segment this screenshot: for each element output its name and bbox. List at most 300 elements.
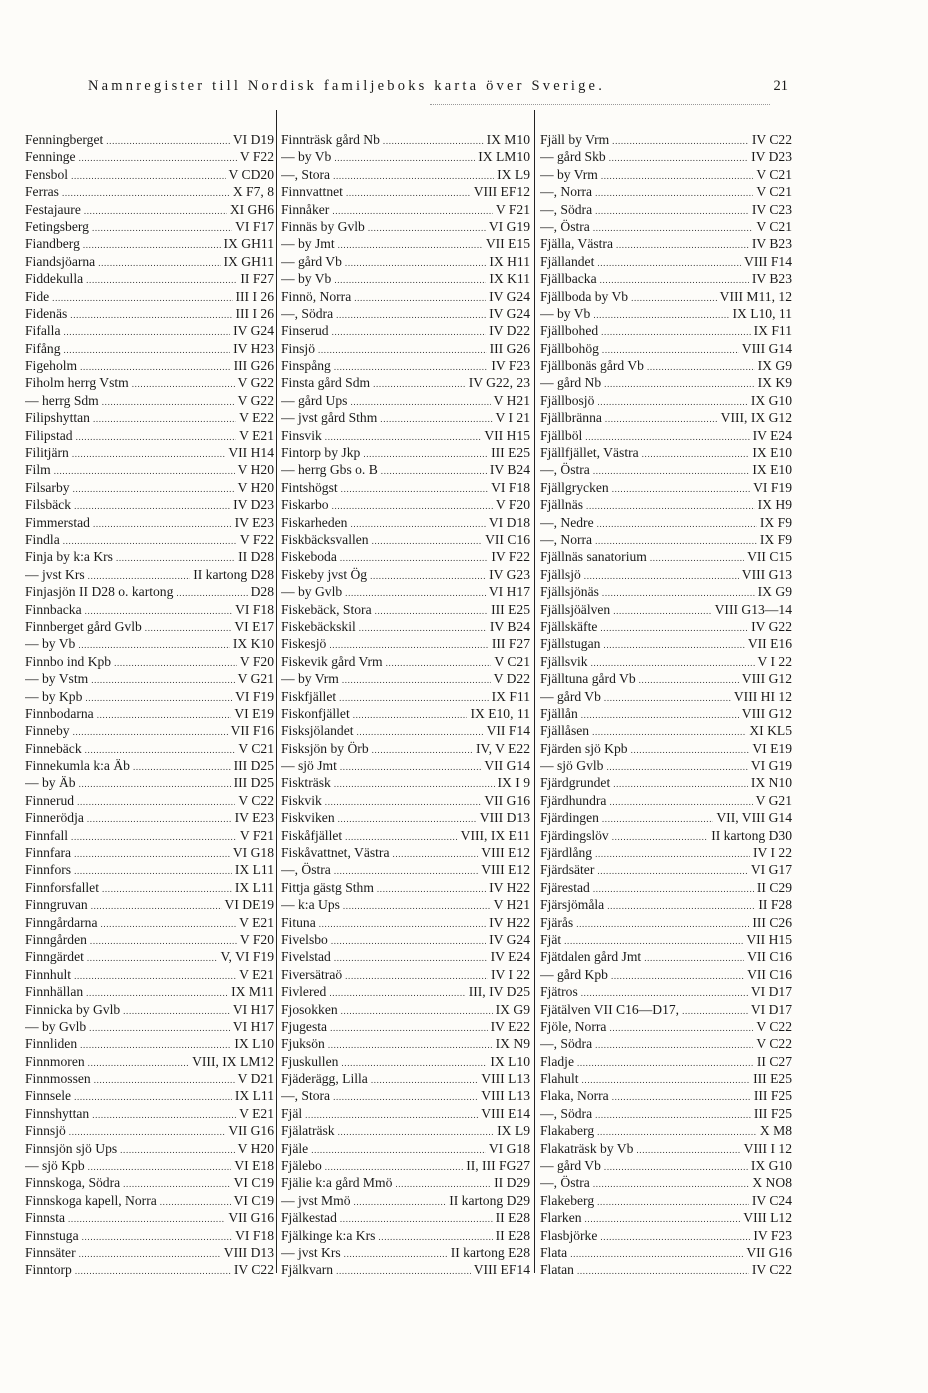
index-entry bbox=[25, 1053, 274, 1070]
entry-map-reference: VIII G13—14 bbox=[714, 601, 792, 617]
entry-name: Finja by k:a Krs bbox=[25, 549, 113, 565]
index-entry bbox=[540, 444, 792, 461]
entry-name: Finnerödja bbox=[25, 810, 84, 826]
index-entry bbox=[281, 792, 530, 809]
entry-map-reference: V F20 bbox=[239, 653, 274, 669]
dot-leader bbox=[600, 1227, 750, 1244]
entry-name: Fifång bbox=[25, 340, 61, 356]
entry-map-reference: VII E16 bbox=[747, 636, 792, 652]
index-entry bbox=[25, 357, 274, 374]
entry-map-reference: V C21 bbox=[756, 218, 792, 234]
entry-name: Fjät bbox=[540, 931, 562, 947]
dot-leader bbox=[607, 896, 755, 913]
dot-leader bbox=[78, 635, 229, 652]
entry-name: Fjälkestad bbox=[281, 1210, 337, 1226]
entry-name: Flakaträsk by Vb bbox=[540, 1140, 634, 1156]
entry-map-reference: III E25 bbox=[491, 445, 530, 461]
index-entry bbox=[281, 183, 530, 200]
entry-map-reference: II D29 bbox=[494, 1175, 530, 1191]
entry-name: —, Södra bbox=[540, 1036, 593, 1052]
index-entry bbox=[540, 409, 792, 426]
entry-name: Finngårdarna bbox=[25, 914, 98, 930]
entry-map-reference: VII G14 bbox=[484, 758, 530, 774]
entry-map-reference: V H20 bbox=[237, 462, 274, 478]
entry-name: Finngården bbox=[25, 931, 87, 947]
entry-name: Findla bbox=[25, 531, 60, 547]
entry-name: Fjällfjället, Västra bbox=[540, 445, 639, 461]
entry-map-reference: VI H17 bbox=[488, 584, 530, 600]
entry-name: Finnsäter bbox=[25, 1245, 76, 1260]
dot-leader bbox=[381, 461, 487, 478]
index-entry bbox=[25, 1192, 274, 1209]
entry-name: —, Södra bbox=[281, 305, 334, 321]
index-entry bbox=[281, 531, 530, 548]
dot-leader bbox=[93, 514, 232, 531]
dot-leader bbox=[595, 844, 750, 861]
index-entry bbox=[281, 740, 530, 757]
index-entry bbox=[281, 218, 530, 235]
dot-leader bbox=[123, 1174, 230, 1191]
index-entry bbox=[540, 1087, 792, 1104]
entry-name: Fenninge bbox=[25, 149, 76, 165]
entry-name: Finjasjön II D28 o. kartong bbox=[25, 584, 174, 600]
entry-name: — by Gvlb bbox=[25, 1018, 87, 1034]
dot-leader bbox=[74, 861, 232, 878]
index-entry bbox=[25, 914, 274, 931]
dot-leader bbox=[102, 879, 232, 896]
entry-name: Fjällgrycken bbox=[540, 479, 609, 495]
entry-name: Fiandberg bbox=[25, 236, 80, 252]
index-entry bbox=[25, 1209, 274, 1226]
index-entry bbox=[281, 496, 530, 513]
dot-leader bbox=[601, 322, 750, 339]
entry-name: Fiskåvattnet, Västra bbox=[281, 845, 390, 861]
index-entry bbox=[540, 740, 792, 757]
entry-map-reference: V I 21 bbox=[495, 410, 530, 426]
entry-map-reference: VI F18 bbox=[235, 1227, 274, 1243]
dot-leader bbox=[87, 948, 218, 965]
index-entry bbox=[25, 1140, 274, 1157]
entry-map-reference: VIII G12 bbox=[741, 671, 792, 687]
entry-map-reference: VI F17 bbox=[235, 218, 274, 234]
dot-leader bbox=[341, 1053, 487, 1070]
entry-map-reference: IV B24 bbox=[489, 618, 530, 634]
entry-map-reference: IV B23 bbox=[751, 271, 792, 287]
index-entry bbox=[25, 183, 274, 200]
column-divider bbox=[534, 110, 535, 1273]
index-entry bbox=[25, 496, 274, 513]
index-entry bbox=[540, 1105, 792, 1122]
entry-map-reference: II D28 bbox=[238, 549, 274, 565]
entry-name: —, Östra bbox=[540, 1175, 590, 1191]
dot-leader bbox=[72, 444, 226, 461]
entry-map-reference: X NO8 bbox=[752, 1175, 792, 1191]
index-entry bbox=[281, 566, 530, 583]
dot-leader bbox=[74, 496, 230, 513]
dot-leader bbox=[340, 548, 488, 565]
entry-map-reference: IV E24 bbox=[490, 949, 530, 965]
dot-leader bbox=[116, 548, 235, 565]
entry-name: Ferras bbox=[25, 184, 59, 200]
entry-map-reference: IX L10 bbox=[490, 1053, 530, 1069]
entry-name: Fiskträsk bbox=[281, 775, 331, 791]
entry-map-reference: V H20 bbox=[237, 479, 274, 495]
dot-leader bbox=[325, 1157, 463, 1174]
entry-map-reference: IX L9 bbox=[497, 1123, 530, 1139]
dot-leader bbox=[318, 340, 487, 357]
index-entry bbox=[25, 288, 274, 305]
index-entry bbox=[25, 514, 274, 531]
dot-leader bbox=[602, 340, 739, 357]
entry-name: Fittja gästg Sthm bbox=[281, 879, 374, 895]
index-entry bbox=[281, 374, 530, 391]
entry-map-reference: VI D19 bbox=[232, 132, 274, 147]
dot-leader bbox=[123, 1001, 230, 1018]
entry-map-reference: IV E23 bbox=[234, 514, 274, 530]
index-entry bbox=[540, 1070, 792, 1087]
entry-name: Figeholm bbox=[25, 358, 78, 374]
dot-leader bbox=[305, 1105, 478, 1122]
entry-name: Fjällåsen bbox=[540, 723, 590, 739]
entry-name: Finnliden bbox=[25, 1036, 78, 1052]
entry-name: Fiskonfjället bbox=[281, 705, 350, 721]
entry-name: Finnhällan bbox=[25, 984, 84, 1000]
index-entry bbox=[281, 514, 530, 531]
dot-leader bbox=[593, 218, 754, 235]
entry-name: —, Södra bbox=[540, 201, 593, 217]
entry-map-reference: IV B23 bbox=[751, 236, 792, 252]
index-entry bbox=[540, 1157, 792, 1174]
entry-map-reference: VIII L12 bbox=[743, 1210, 792, 1226]
index-entry bbox=[540, 427, 792, 444]
index-entry bbox=[25, 1087, 274, 1104]
entry-map-reference: IX M11 bbox=[231, 984, 274, 1000]
entry-map-reference: VIII EF12 bbox=[473, 184, 530, 200]
dot-leader bbox=[340, 1209, 493, 1226]
entry-name: Finnfors bbox=[25, 862, 72, 878]
entry-map-reference: X M8 bbox=[759, 1123, 792, 1139]
index-entry bbox=[540, 1053, 792, 1070]
entry-name: Fidenäs bbox=[25, 305, 68, 321]
entry-map-reference: D28 bbox=[250, 584, 274, 600]
entry-name: Fjäl bbox=[281, 1105, 303, 1121]
entry-map-reference: IX K9 bbox=[757, 375, 792, 391]
dot-leader bbox=[71, 166, 225, 183]
dot-leader bbox=[616, 235, 749, 252]
index-entry bbox=[540, 583, 792, 600]
entry-map-reference: II, III FG27 bbox=[466, 1158, 530, 1174]
dot-leader bbox=[612, 479, 750, 496]
dot-leader bbox=[91, 896, 222, 913]
entry-name: Fjällnäs bbox=[540, 497, 584, 513]
dot-leader bbox=[334, 270, 486, 287]
entry-name: Fiversätraö bbox=[281, 966, 343, 982]
dot-leader bbox=[75, 1261, 231, 1278]
entry-name: Finserud bbox=[281, 323, 329, 339]
dot-leader bbox=[368, 218, 486, 235]
dot-leader bbox=[319, 914, 486, 931]
entry-name: Fisksjölandet bbox=[281, 723, 354, 739]
entry-map-reference: VII H15 bbox=[484, 427, 530, 443]
dot-leader bbox=[332, 322, 487, 339]
entry-name: Fjälebo bbox=[281, 1158, 322, 1174]
entry-map-reference: V C21 bbox=[756, 184, 792, 200]
index-entry bbox=[540, 514, 792, 531]
entry-map-reference: II F27 bbox=[240, 271, 274, 287]
entry-map-reference: VI F18 bbox=[235, 601, 274, 617]
dot-leader bbox=[85, 740, 236, 757]
entry-name: Fjätros bbox=[540, 984, 578, 1000]
dot-leader bbox=[372, 740, 473, 757]
entry-name: Fjärdhundra bbox=[540, 792, 607, 808]
dot-leader bbox=[375, 601, 488, 618]
dot-leader bbox=[631, 288, 717, 305]
index-entry bbox=[281, 1244, 530, 1261]
index-entry bbox=[25, 131, 274, 148]
entry-map-reference: IX L11 bbox=[234, 879, 274, 895]
dot-leader bbox=[650, 548, 744, 565]
entry-map-reference: IV E24 bbox=[752, 427, 792, 443]
dot-leader bbox=[76, 427, 237, 444]
entry-name: Fjälltuna gård Vb bbox=[540, 671, 636, 687]
dot-leader bbox=[329, 635, 489, 652]
index-entry bbox=[281, 1053, 530, 1070]
index-entry bbox=[25, 705, 274, 722]
entry-name: Fjällbosjö bbox=[540, 392, 595, 408]
entry-name: — by Vb bbox=[25, 636, 76, 652]
entry-name: Finnfara bbox=[25, 845, 72, 861]
dot-leader bbox=[73, 479, 235, 496]
entry-name: Fjällstugan bbox=[540, 636, 601, 652]
index-entry bbox=[25, 635, 274, 652]
index-entry bbox=[25, 166, 274, 183]
entry-map-reference: V F22 bbox=[239, 149, 274, 165]
dot-leader bbox=[593, 879, 754, 896]
dot-leader bbox=[595, 1105, 751, 1122]
entry-map-reference: III E25 bbox=[491, 601, 530, 617]
index-entry bbox=[540, 722, 792, 739]
entry-map-reference: VIII E14 bbox=[481, 1105, 530, 1121]
entry-name: — herrg Gbs o. B bbox=[281, 462, 378, 478]
index-entry bbox=[540, 183, 792, 200]
index-entry bbox=[281, 148, 530, 165]
index-entry bbox=[25, 601, 274, 618]
entry-map-reference: III G26 bbox=[233, 358, 274, 374]
entry-map-reference: V H21 bbox=[493, 392, 530, 408]
dot-leader bbox=[336, 1261, 471, 1278]
entry-map-reference: II E28 bbox=[495, 1227, 530, 1243]
index-entry bbox=[540, 131, 792, 148]
dot-leader bbox=[354, 1192, 447, 1209]
dot-leader bbox=[80, 1035, 231, 1052]
entry-map-reference: IX LM10 bbox=[478, 149, 530, 165]
index-entry bbox=[540, 1001, 792, 1018]
index-entry bbox=[540, 548, 792, 565]
index-entry bbox=[25, 322, 274, 339]
entry-name: — gård Skb bbox=[540, 149, 606, 165]
entry-map-reference: VI D18 bbox=[488, 514, 530, 530]
dot-leader bbox=[334, 357, 488, 374]
entry-map-reference: III I 26 bbox=[235, 288, 274, 304]
entry-name: Fiholm herrg Vstm bbox=[25, 375, 129, 391]
dot-leader bbox=[612, 1087, 751, 1104]
entry-map-reference: V C22 bbox=[756, 1036, 792, 1052]
index-entry bbox=[281, 774, 530, 791]
entry-name: Finngärdet bbox=[25, 949, 84, 965]
dot-leader bbox=[334, 861, 478, 878]
dot-leader bbox=[597, 392, 747, 409]
entry-map-reference: V H20 bbox=[237, 1140, 274, 1156]
entry-name: Fjärsjömåla bbox=[540, 897, 605, 913]
entry-map-reference: IX L11 bbox=[234, 1088, 274, 1104]
dot-leader bbox=[585, 427, 749, 444]
dot-leader bbox=[52, 288, 232, 305]
entry-name: Finnvattnet bbox=[281, 184, 343, 200]
entry-map-reference: VI E19 bbox=[234, 705, 274, 721]
dot-leader bbox=[92, 1105, 236, 1122]
dot-leader bbox=[682, 1001, 748, 1018]
dot-leader bbox=[64, 322, 231, 339]
index-entry bbox=[281, 1209, 530, 1226]
entry-map-reference: IV F22 bbox=[491, 549, 530, 565]
dot-leader bbox=[597, 1192, 749, 1209]
dot-leader bbox=[114, 653, 237, 670]
index-entry bbox=[540, 653, 792, 670]
index-entry bbox=[25, 757, 274, 774]
entry-map-reference: III E25 bbox=[753, 1071, 792, 1087]
entry-map-reference: IX H11 bbox=[489, 253, 530, 269]
dot-leader bbox=[345, 253, 486, 270]
index-entry bbox=[540, 948, 792, 965]
entry-map-reference: IV D22 bbox=[489, 323, 530, 339]
index-entry bbox=[281, 1035, 530, 1052]
index-entry bbox=[281, 322, 530, 339]
entry-name: Finsta gård Sdm bbox=[281, 375, 371, 391]
running-title: Namnregister till Nordisk familjeboks karta över Sverige. bbox=[88, 78, 606, 94]
index-entry bbox=[25, 392, 274, 409]
entry-name: Fjällskäfte bbox=[540, 618, 598, 634]
dot-leader bbox=[106, 131, 230, 148]
entry-name: Finsvik bbox=[281, 427, 322, 443]
index-entry bbox=[25, 879, 274, 896]
entry-map-reference: VII E15 bbox=[485, 236, 530, 252]
index-entry bbox=[25, 618, 274, 635]
entry-name: Fjällnäs sanatorium bbox=[540, 549, 647, 565]
entry-map-reference: VII H14 bbox=[228, 445, 274, 461]
dot-leader bbox=[595, 183, 753, 200]
entry-name: Flarken bbox=[540, 1210, 582, 1226]
dot-leader bbox=[592, 722, 746, 739]
index-column-3 bbox=[540, 131, 792, 1279]
index-entry bbox=[281, 409, 530, 426]
entry-map-reference: V C21 bbox=[756, 166, 792, 182]
entry-name: Fjälkvarn bbox=[281, 1262, 334, 1278]
entry-name: Fjäle bbox=[281, 1140, 309, 1156]
entry-name: Film bbox=[25, 462, 51, 478]
dot-leader bbox=[87, 809, 232, 826]
dot-leader bbox=[339, 688, 488, 705]
dot-leader bbox=[584, 566, 739, 583]
entry-map-reference: VI G19 bbox=[750, 758, 792, 774]
entry-map-reference: VII C16 bbox=[747, 966, 792, 982]
index-entry bbox=[25, 740, 274, 757]
entry-name: Flata bbox=[540, 1245, 568, 1260]
dot-leader bbox=[613, 774, 748, 791]
dot-leader bbox=[353, 705, 468, 722]
entry-map-reference: VI H17 bbox=[232, 1001, 274, 1017]
entry-map-reference: IV C22 bbox=[751, 132, 792, 147]
dot-leader bbox=[359, 618, 487, 635]
entry-name: Festajaure bbox=[25, 201, 81, 217]
dot-leader bbox=[70, 305, 232, 322]
entry-map-reference: VII H15 bbox=[746, 931, 792, 947]
entry-name: — gård Kpb bbox=[540, 966, 608, 982]
index-column-1 bbox=[25, 131, 274, 1279]
entry-map-reference: IX G9 bbox=[757, 584, 792, 600]
index-entry bbox=[25, 270, 274, 287]
entry-name: Fiskåfjället bbox=[281, 827, 343, 843]
entry-map-reference: III C26 bbox=[752, 914, 792, 930]
index-entry bbox=[281, 357, 530, 374]
entry-map-reference: IX G10 bbox=[750, 1158, 792, 1174]
dot-leader bbox=[332, 496, 493, 513]
dot-leader bbox=[338, 1122, 495, 1139]
dot-leader bbox=[88, 566, 191, 583]
entry-map-reference: IV G24 bbox=[489, 305, 530, 321]
entry-name: Finnsele bbox=[25, 1088, 72, 1104]
index-entry bbox=[540, 983, 792, 1000]
entry-name: Finnskoga, Södra bbox=[25, 1175, 121, 1191]
entry-map-reference: V F21 bbox=[495, 201, 530, 217]
index-entry bbox=[25, 583, 274, 600]
index-entry bbox=[25, 1018, 274, 1035]
entry-name: Finntorp bbox=[25, 1262, 72, 1278]
index-entry bbox=[540, 374, 792, 391]
dot-leader bbox=[340, 757, 481, 774]
entry-map-reference: VII C16 bbox=[485, 531, 530, 547]
entry-name: — gård Vb bbox=[540, 1158, 601, 1174]
entry-name: Finnstuga bbox=[25, 1227, 79, 1243]
index-entry bbox=[540, 705, 792, 722]
entry-name: Fjällandet bbox=[540, 253, 595, 269]
dot-leader bbox=[132, 374, 235, 391]
entry-map-reference: V, VI F19 bbox=[220, 949, 274, 965]
entry-name: Finnforsfallet bbox=[25, 879, 99, 895]
index-entry bbox=[25, 479, 274, 496]
index-entry bbox=[540, 1122, 792, 1139]
dot-leader bbox=[350, 514, 485, 531]
dot-leader bbox=[597, 1122, 757, 1139]
index-entry bbox=[281, 1122, 530, 1139]
entry-name: Fiskevik gård Vrm bbox=[281, 653, 383, 669]
index-entry bbox=[540, 1018, 792, 1035]
index-entry bbox=[540, 931, 792, 948]
dot-leader bbox=[79, 774, 231, 791]
index-entry bbox=[25, 809, 274, 826]
entry-name: Finnsta bbox=[25, 1210, 66, 1226]
dot-leader bbox=[604, 374, 754, 391]
entry-map-reference: IX E10 bbox=[752, 462, 792, 478]
index-entry bbox=[281, 879, 530, 896]
index-entry bbox=[540, 618, 792, 635]
entry-name: — sjö Kpb bbox=[25, 1158, 85, 1174]
entry-map-reference: VIII D13 bbox=[223, 1245, 274, 1260]
dot-leader bbox=[344, 1244, 448, 1261]
entry-map-reference: VIII E12 bbox=[481, 862, 530, 878]
entry-map-reference: V E21 bbox=[239, 966, 274, 982]
index-entry bbox=[25, 340, 274, 357]
index-entry bbox=[281, 1001, 530, 1018]
